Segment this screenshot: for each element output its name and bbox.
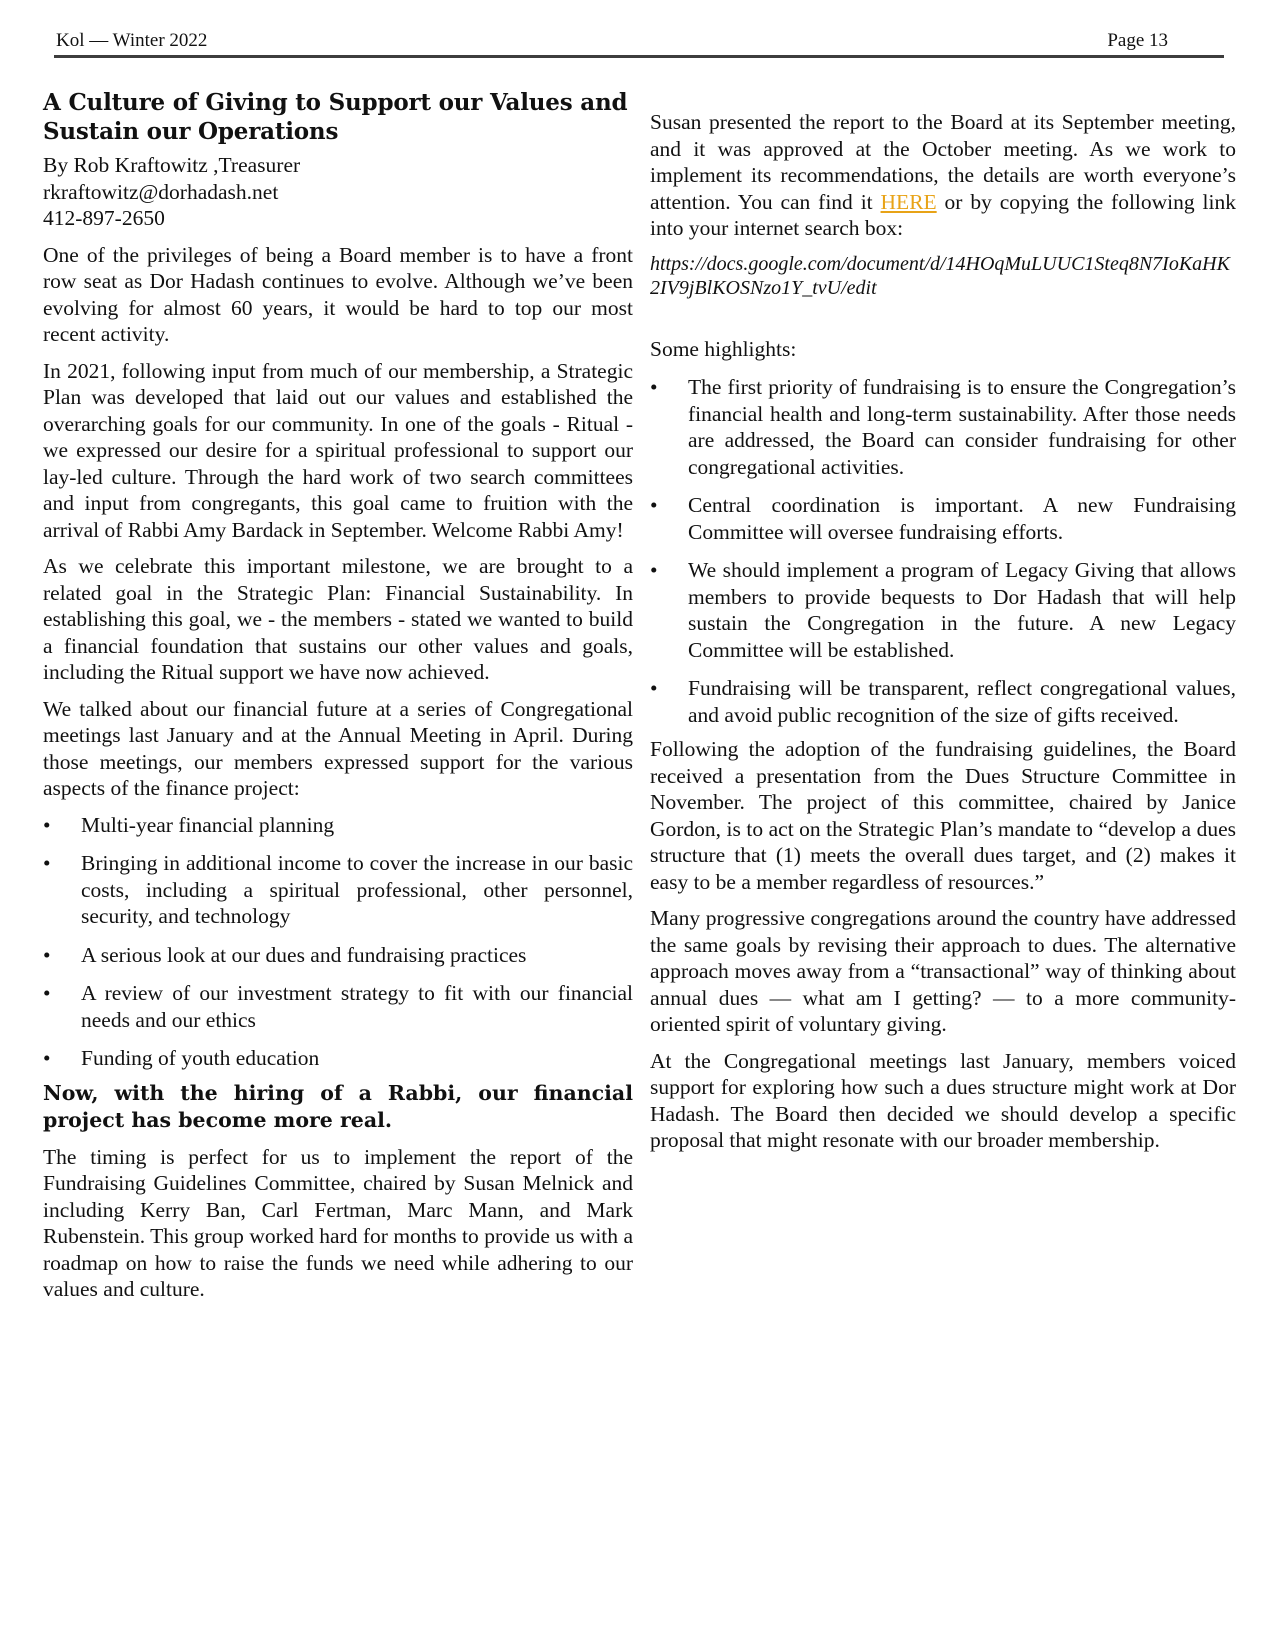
paragraph-congregational-meetings: At the Congregational meetings last January, members voiced support for exploring how such a dues structure might work at Dor Hadash. The Board then decided we should develop a specific proposal that might resonate with our broader membership. (650, 1048, 1236, 1152)
bullet-icon: • (43, 851, 51, 875)
bullet-icon: • (650, 676, 658, 700)
bullet-icon: • (43, 812, 51, 837)
article-title: A Culture of Giving to Support our Values and Sustain our Operations (43, 89, 628, 145)
byline-phone: 412-897-2650 (43, 206, 165, 230)
bullet-icon: • (43, 981, 51, 1005)
paragraph-dues-committee: Following the adoption of the fundraising guidelines, the Board received a presentation from the Dues Structure Committee in November. The project of this committee, chaired by Janice Gordon, is to act on the Strategic Plan’s mandate to “develop a dues structure that (1) meets the overall dues target, and (2) makes it easy to be a member regardless of resources.” (650, 737, 1236, 894)
bullet-icon: • (650, 493, 658, 517)
list-item: • A review of our investment strategy to fit with our financial needs and our ethics (43, 981, 633, 1032)
list-item: • Fundraising will be transparent, reflect congregational values, and avoid public recognition of the size of gifts received. (650, 676, 1236, 727)
finance-project-list (43, 812, 633, 1072)
paragraph-timing: The timing is perfect for us to implement the report of the Fundraising Guidelines Committee, chaired by Susan Melnick and including Kerry Ban, Carl Fertman, Marc Mann, and Mark Rubenstein. This group worked hard for months to provide us with a roadmap on how to raise the funds we need while adhering to our values and culture. (43, 1144, 633, 1301)
byline (43, 152, 633, 232)
publication-title: Kol — Winter 2022 (56, 30, 208, 51)
report-link[interactable]: HERE (880, 189, 937, 214)
paragraph-intro: One of the privileges of being a Board member is to have a front row seat as Dor Hadash continues to evolve. Although we’ve been evolving for almost 60 years, it would be hard to top our most recent activity. (43, 242, 633, 346)
highlights-list (650, 374, 1236, 728)
byline-author: By Rob Kraftowitz ,Treasurer (43, 153, 301, 177)
bullet-icon: • (43, 1046, 51, 1070)
page-number: Page 13 (1107, 30, 1168, 51)
list-item: • Bringing in additional income to cover the increase in our basic costs, including a spiritual professional, other personnel, security, and technology (43, 851, 633, 928)
list-item: • The first priority of fundraising is to ensure the Congregation’s financial health and long-term sustainability. After those needs are addressed, the Board can consider fundraising for other congregational activities. (650, 375, 1236, 479)
list-item: • We should implement a program of Legacy Giving that allows members to provide bequests to Dor Hadash that will help sustain the Congregation in the future. A new Legacy Committee will be established. (650, 558, 1236, 662)
paragraph-strategic-plan: In 2021, following input from much of our membership, a Strategic Plan was developed that laid out our values and established the overarching goals for our community. In one of the goals - Ritual - we expressed our desire for a spiritual professional to support our lay-led culture. Through the hard work of two search committees and input from congregants, this goal came to fruition with the arrival of Rabbi Amy Bardack in September. Welcome Rabbi Amy! (43, 358, 633, 542)
report-url[interactable]: https://docs.google.com/document/d/14HOqMuLUUC1Steq8N7IoKaHK2IV9jBlKOSNzo1Y_tvU/edit (650, 252, 1230, 299)
paragraph-progressive-congregations: Many progressive congregations around the country have addressed the same goals by revising their approach to dues. The alternative approach moves away from a “transactional” way of thinking about annual dues — what am I getting? — to a more community-oriented spirit of voluntary giving. (650, 906, 1236, 1036)
paragraph-report: Susan presented the report to the Board at its September meeting, and it was approved at the October meeting. As we work to implement its recommendations, the details are worth everyone’s attention. You can find it HERE or by copying the following link into your internet search box: (650, 110, 1236, 240)
list-item: • Funding of youth education (43, 1046, 320, 1070)
section-subheading: Now, with the hiring of a Rabbi, our financial project has become more real. (43, 1080, 633, 1132)
paragraph-financial-future: We talked about our financial future at a series of Congregational meetings last January and at the Annual Meeting in April. During those meetings, our members expressed support for the various aspects of the finance project: (43, 696, 633, 800)
byline-email[interactable]: rkraftowitz@dorhadash.net (43, 179, 279, 204)
bullet-icon: • (650, 375, 658, 399)
header-rule (54, 55, 1224, 58)
right-column (650, 109, 1236, 1164)
list-item: • A serious look at our dues and fundraising practices (43, 942, 527, 967)
left-column (43, 88, 633, 1313)
list-item: • Multi-year financial planning (43, 812, 335, 837)
bullet-icon: • (43, 942, 51, 967)
bullet-icon: • (650, 558, 658, 582)
highlights-intro: Some highlights: (650, 336, 797, 361)
running-header (56, 30, 1224, 54)
list-item: • Central coordination is important. A new Fundraising Committee will oversee fundraising efforts. (650, 493, 1236, 544)
paragraph-financial-sustainability: As we celebrate this important milestone, we are brought to a related goal in the Strategic Plan: Financial Sustainability. In establishing this goal, we - the members - stated we wanted to build a financial foundation that sustains our other values and goals, including the Ritual support we have now achieved. (43, 554, 633, 684)
